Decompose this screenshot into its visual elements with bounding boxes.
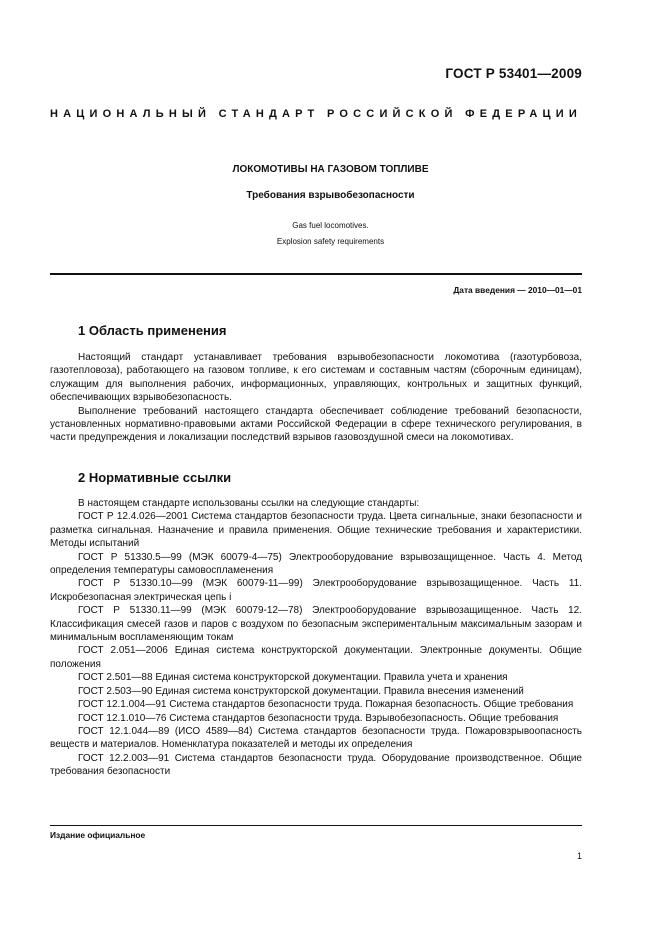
standard-word: НАЦИОНАЛЬНЫЙ bbox=[50, 108, 212, 120]
english-title-line: Gas fuel locomotives. bbox=[292, 221, 369, 230]
section-body-references bbox=[50, 497, 582, 779]
introduction-date: Дата введения — 2010—01—01 bbox=[453, 285, 582, 295]
standard-word: СТАНДАРТ bbox=[218, 108, 320, 120]
english-title-line: Explosion safety requirements bbox=[276, 237, 385, 246]
paragraph: В настоящем стандарте использованы ссылки на следующие стандарты: bbox=[78, 498, 420, 509]
english-title bbox=[0, 218, 661, 250]
reference-item: ГОСТ 2.501—88 Единая система конструкторской документации. Правила учета и хранения bbox=[78, 672, 508, 684]
footer-divider bbox=[50, 825, 582, 826]
reference-item: ГОСТ 12.1.010—76 Система стандартов безопасности труда. Взрывобезопасность. Общие требования bbox=[78, 712, 559, 724]
document-number: ГОСТ Р 53401—2009 bbox=[445, 66, 582, 81]
reference-item: ГОСТ Р 12.4.026—2001 Система стандартов безопасности труда. Цвета сигнальные, знаки безопасности и разметка сигнальная. Назначение и правила применения. Общие технические требования и характеристики. Методы испытаний bbox=[50, 511, 582, 550]
standard-word: РОССИЙСКОЙ bbox=[327, 108, 458, 120]
page-number: 1 bbox=[576, 851, 582, 861]
section-heading-references: 2 Нормативные ссылки bbox=[78, 470, 232, 485]
section-heading-scope: 1 Область применения bbox=[78, 323, 227, 338]
reference-item: ГОСТ 2.503—90 Единая система конструкторской документации. Правила внесения изменений bbox=[78, 685, 524, 697]
document-title: ЛОКОМОТИВЫ НА ГАЗОВОМ ТОПЛИВЕ bbox=[232, 164, 429, 175]
reference-item: ГОСТ 12.1.004—91 Система стандартов безопасности труда. Пожарная безопасность. Общие требования bbox=[78, 699, 574, 711]
document-subtitle: Требования взрывобезопасности bbox=[246, 190, 415, 201]
reference-item: ГОСТ Р 51330.5—99 (МЭК 60079-4—75) Электрооборудование взрывозащищенное. Часть 4. Метод определения температуры самовоспламенения bbox=[50, 551, 582, 577]
national-standard-band bbox=[50, 108, 582, 120]
standard-word: ФЕДЕРАЦИИ bbox=[465, 108, 582, 120]
reference-item: ГОСТ Р 51330.11—99 (МЭК 60079-12—78) Электрооборудование взрывозащищенное. Часть 12. Классификация смесей газов и паров с воздухом по безопасным экспериментальным максимальным зазорам и минимальным воспламеняющим токам bbox=[50, 605, 582, 644]
paragraph: Настоящий стандарт устанавливает требования взрывобезопасности локомотива (газотурбовоза, газотепловоза), работающего на газовом топливе, к его системам и составным частям (сборочным единицам), служащим для выполнения рабочих, информационных, управляющих, контрольных и защитных функций, обеспечивающих взрывобезопасность. bbox=[50, 352, 582, 404]
reference-item: ГОСТ 2.051—2006 Единая система конструкторской документации. Электронные документы. Общие положения bbox=[50, 645, 582, 670]
section-body-scope bbox=[50, 351, 582, 445]
edition-note: Издание официальное bbox=[50, 830, 146, 840]
paragraph: Выполнение требований настоящего стандарта обеспечивает соблюдение требований безопасности, установленных нормативно-правовыми актами Российской Федерации в сфере технического регулирования, в части предупреждения и локализации последствий взрывов газовоздушной смеси на локомотивах. bbox=[50, 405, 582, 444]
reference-item: ГОСТ 12.1.044—89 (ИСО 4589—84) Система стандартов безопасности труда. Пожаровзрывоопасность веществ и материалов. Номенклатура показателей и методы их определения bbox=[50, 725, 582, 751]
header-divider bbox=[50, 273, 582, 275]
reference-item: ГОСТ Р 51330.10—99 (МЭК 60079-11—99) Электрооборудование взрывозащищенное. Часть 11. Искробезопасная электрическая цепь i bbox=[50, 578, 582, 603]
reference-item: ГОСТ 12.2.003—91 Система стандартов безопасности труда. Оборудование производственное. Общие требования безопасности bbox=[50, 752, 582, 778]
